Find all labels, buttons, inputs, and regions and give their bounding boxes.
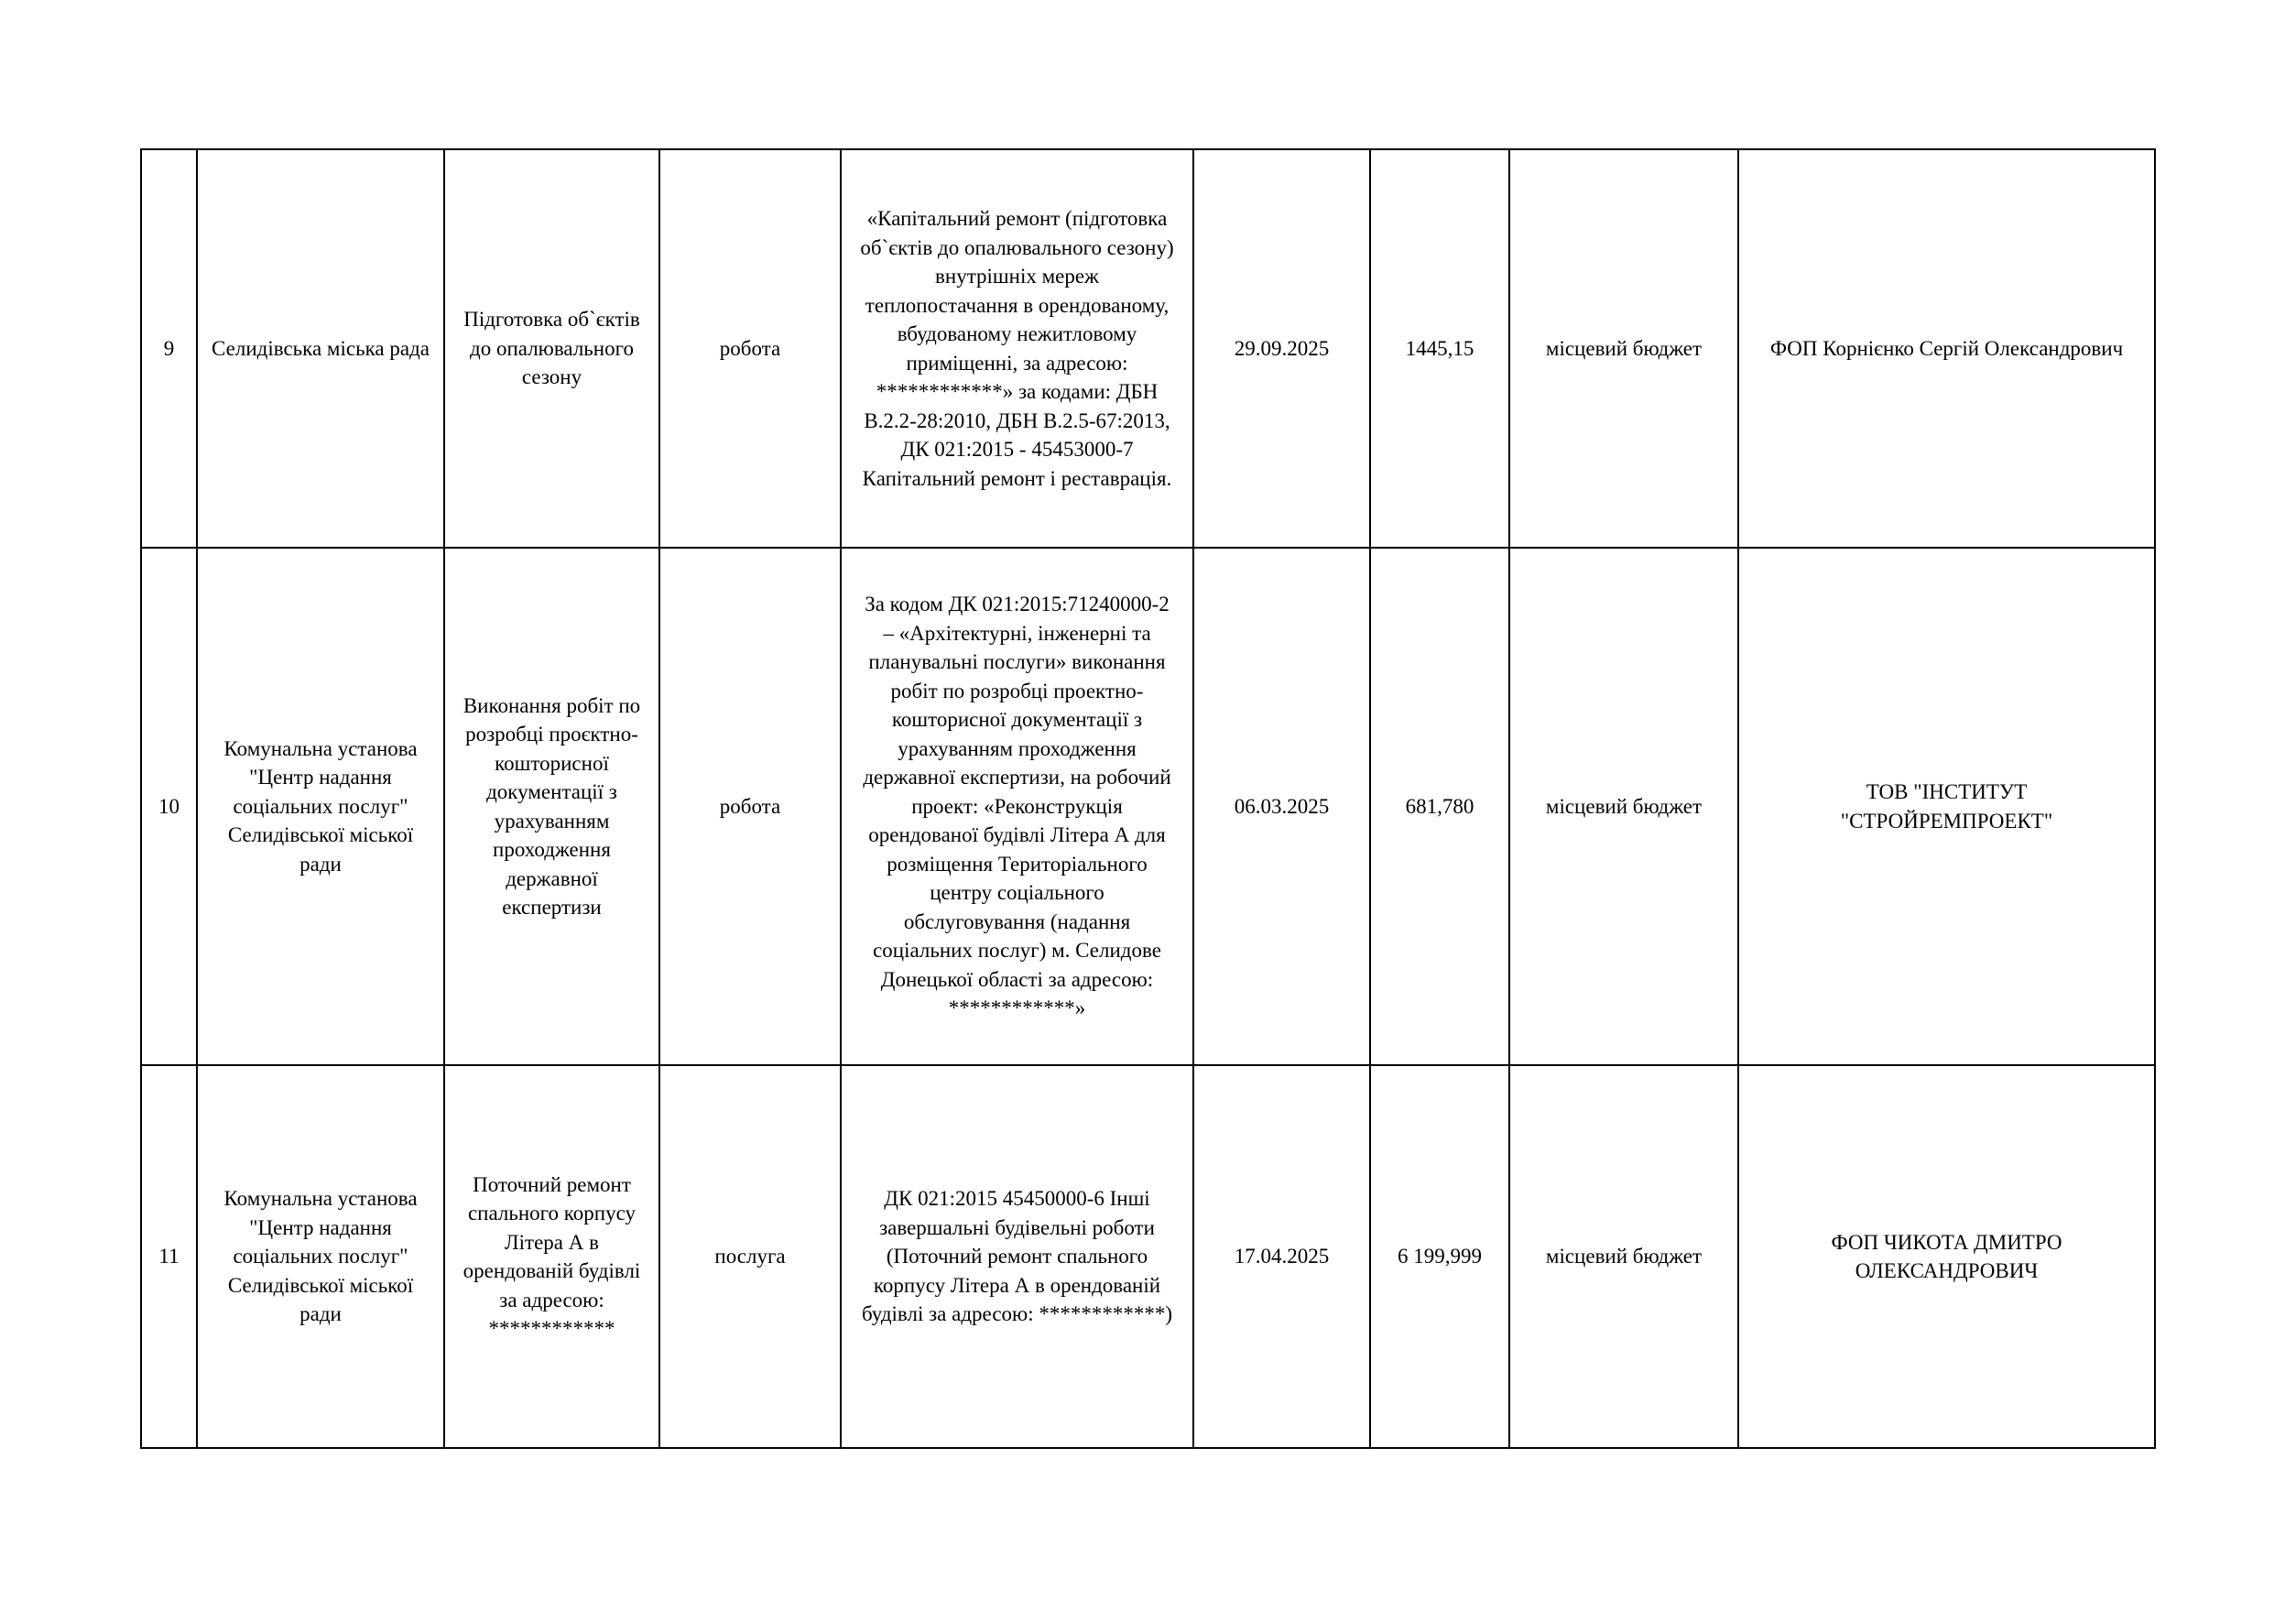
customer-line: соціальних послуг"	[233, 1245, 408, 1268]
contractor-line: ОЛЕКСАНДРОВИЧ	[1855, 1259, 2039, 1282]
contractor-line: ФОП Корнієнко Сергій Олександрович	[1769, 336, 2124, 360]
subject-line: кошторисної	[495, 751, 609, 775]
description-line: В.2.2-28:2010, ДБН В.2.5-67:2013,	[864, 408, 1170, 432]
description-cell	[841, 548, 1193, 1065]
date-cell: 06.03.2025	[1193, 548, 1370, 1065]
subject-cell	[444, 149, 659, 548]
description-line: теплопостачання в орендованому,	[865, 293, 1170, 317]
subject-line: Поточний ремонт	[473, 1172, 631, 1196]
table-row	[141, 149, 2155, 548]
customer-line: "Центр надання	[249, 1215, 392, 1239]
customer-line: Комунальна установа	[223, 736, 418, 760]
subject-line: сезону	[521, 365, 582, 389]
customer-cell	[197, 1065, 444, 1448]
contractor-line: ФОП ЧИКОТА ДМИТРО	[1831, 1230, 2062, 1254]
subject-line: Літера А в	[505, 1230, 599, 1254]
amount-cell: 1445,15	[1370, 149, 1509, 548]
subject-line: орендованій будівлі	[462, 1259, 641, 1282]
contractor-line: "СТРОЙРЕМПРОЕКТ"	[1840, 809, 2053, 833]
description-line: За кодом ДК 021:2015:71240000-2	[865, 593, 1170, 616]
description-line: (Поточний ремонт спального	[886, 1245, 1148, 1268]
funding-cell: місцевий бюджет	[1509, 149, 1738, 548]
customer-line: Комунальна установа	[223, 1187, 418, 1211]
description-line: Донецької області за адресою:	[880, 967, 1154, 991]
subject-line: за адресою:	[499, 1288, 604, 1312]
date-cell: 29.09.2025	[1193, 149, 1370, 548]
subject-line: Підготовка об`єктів	[463, 308, 640, 332]
type-cell: робота	[659, 548, 841, 1065]
description-line: будівлі за адресою: ************)	[861, 1302, 1173, 1326]
subject-cell	[444, 1065, 659, 1448]
subject-line: державної	[506, 866, 598, 890]
description-line: кошторисної документації з	[891, 708, 1143, 732]
description-cell	[841, 149, 1193, 548]
funding-cell: місцевий бюджет	[1509, 548, 1738, 1065]
funding-cell: місцевий бюджет	[1509, 1065, 1738, 1448]
description-line: ДК 021:2015 45450000-6 Інші	[884, 1187, 1150, 1211]
description-line: ************» за кодами: ДБН	[876, 380, 1159, 403]
date-cell: 17.04.2025	[1193, 1065, 1370, 1448]
customer-line: "Центр надання	[249, 766, 392, 789]
description-cell	[841, 1065, 1193, 1448]
description-line: вбудованому нежитловому	[897, 322, 1137, 345]
customer-line: Селидівської міської	[227, 823, 414, 847]
description-line: корпусу Літера А в орендованій	[873, 1273, 1161, 1297]
type-cell: послуга	[659, 1065, 841, 1448]
description-line: орендованої будівлі Літера А для	[868, 823, 1166, 847]
description-line: соціальних послуг) м. Селидове	[873, 939, 1161, 963]
customer-line: ради	[299, 1302, 342, 1326]
subject-line: ************	[488, 1317, 615, 1340]
description-line: державної експертизи, на робочий	[863, 766, 1171, 789]
table-row	[141, 548, 2155, 1065]
description-line: проект: «Реконструкція	[911, 794, 1123, 818]
description-line: розміщення Територіального	[887, 852, 1148, 876]
row-number: 10	[141, 548, 197, 1065]
type-cell: робота	[659, 149, 841, 548]
subject-line: розробці проєктно-	[465, 723, 638, 746]
subject-line: документації з	[486, 780, 617, 803]
subject-cell	[444, 548, 659, 1065]
description-line: робіт по розробці проектно-	[890, 679, 1144, 702]
row-number: 9	[141, 149, 197, 548]
contractor-cell	[1738, 548, 2155, 1065]
description-line: приміщенні, за адресою:	[906, 351, 1128, 375]
customer-line: соціальних послуг"	[233, 794, 408, 818]
description-line: завершальні будівельні роботи	[879, 1215, 1155, 1239]
description-line: «Капітальний ремонт (підготовка	[866, 207, 1168, 230]
customer-cell	[197, 548, 444, 1065]
contractor-line: ТОВ "ІНСТИТУТ	[1866, 780, 2028, 803]
table-row	[141, 1065, 2155, 1448]
amount-cell: 6 199,999	[1370, 1065, 1509, 1448]
subject-line: Виконання робіт по	[462, 693, 641, 717]
description-line: – «Архітектурні, інженерні та	[883, 621, 1151, 645]
customer-line: Селидівська міська рада	[212, 336, 430, 360]
subject-line: експертизи	[502, 896, 602, 919]
subject-line: до опалювального	[470, 336, 634, 360]
procurement-table	[140, 148, 2156, 1449]
description-line: центру соціального	[930, 881, 1104, 905]
description-line: внутрішніх мереж	[935, 265, 1099, 288]
description-line: об`єктів до опалювального сезону)	[860, 235, 1174, 259]
customer-cell	[197, 149, 444, 548]
customer-line: ради	[299, 852, 342, 876]
contractor-cell	[1738, 149, 2155, 548]
customer-line: Селидівської міської	[227, 1273, 414, 1297]
row-number: 11	[141, 1065, 197, 1448]
subject-line: урахуванням	[494, 809, 610, 833]
description-line: планувальні послуги» виконання	[868, 650, 1166, 674]
subject-line: спального корпусу	[467, 1202, 637, 1225]
amount-cell: 681,780	[1370, 548, 1509, 1065]
contractor-cell	[1738, 1065, 2155, 1448]
subject-line: проходження	[493, 838, 611, 861]
description-line: ДК 021:2015 - 45453000-7	[900, 438, 1134, 461]
description-line: урахуванням проходження	[898, 736, 1137, 760]
description-line: Капітальний ремонт і реставрація.	[862, 466, 1172, 490]
description-line: ************»	[948, 996, 1086, 1020]
description-line: обслуговування (надання	[903, 909, 1131, 933]
